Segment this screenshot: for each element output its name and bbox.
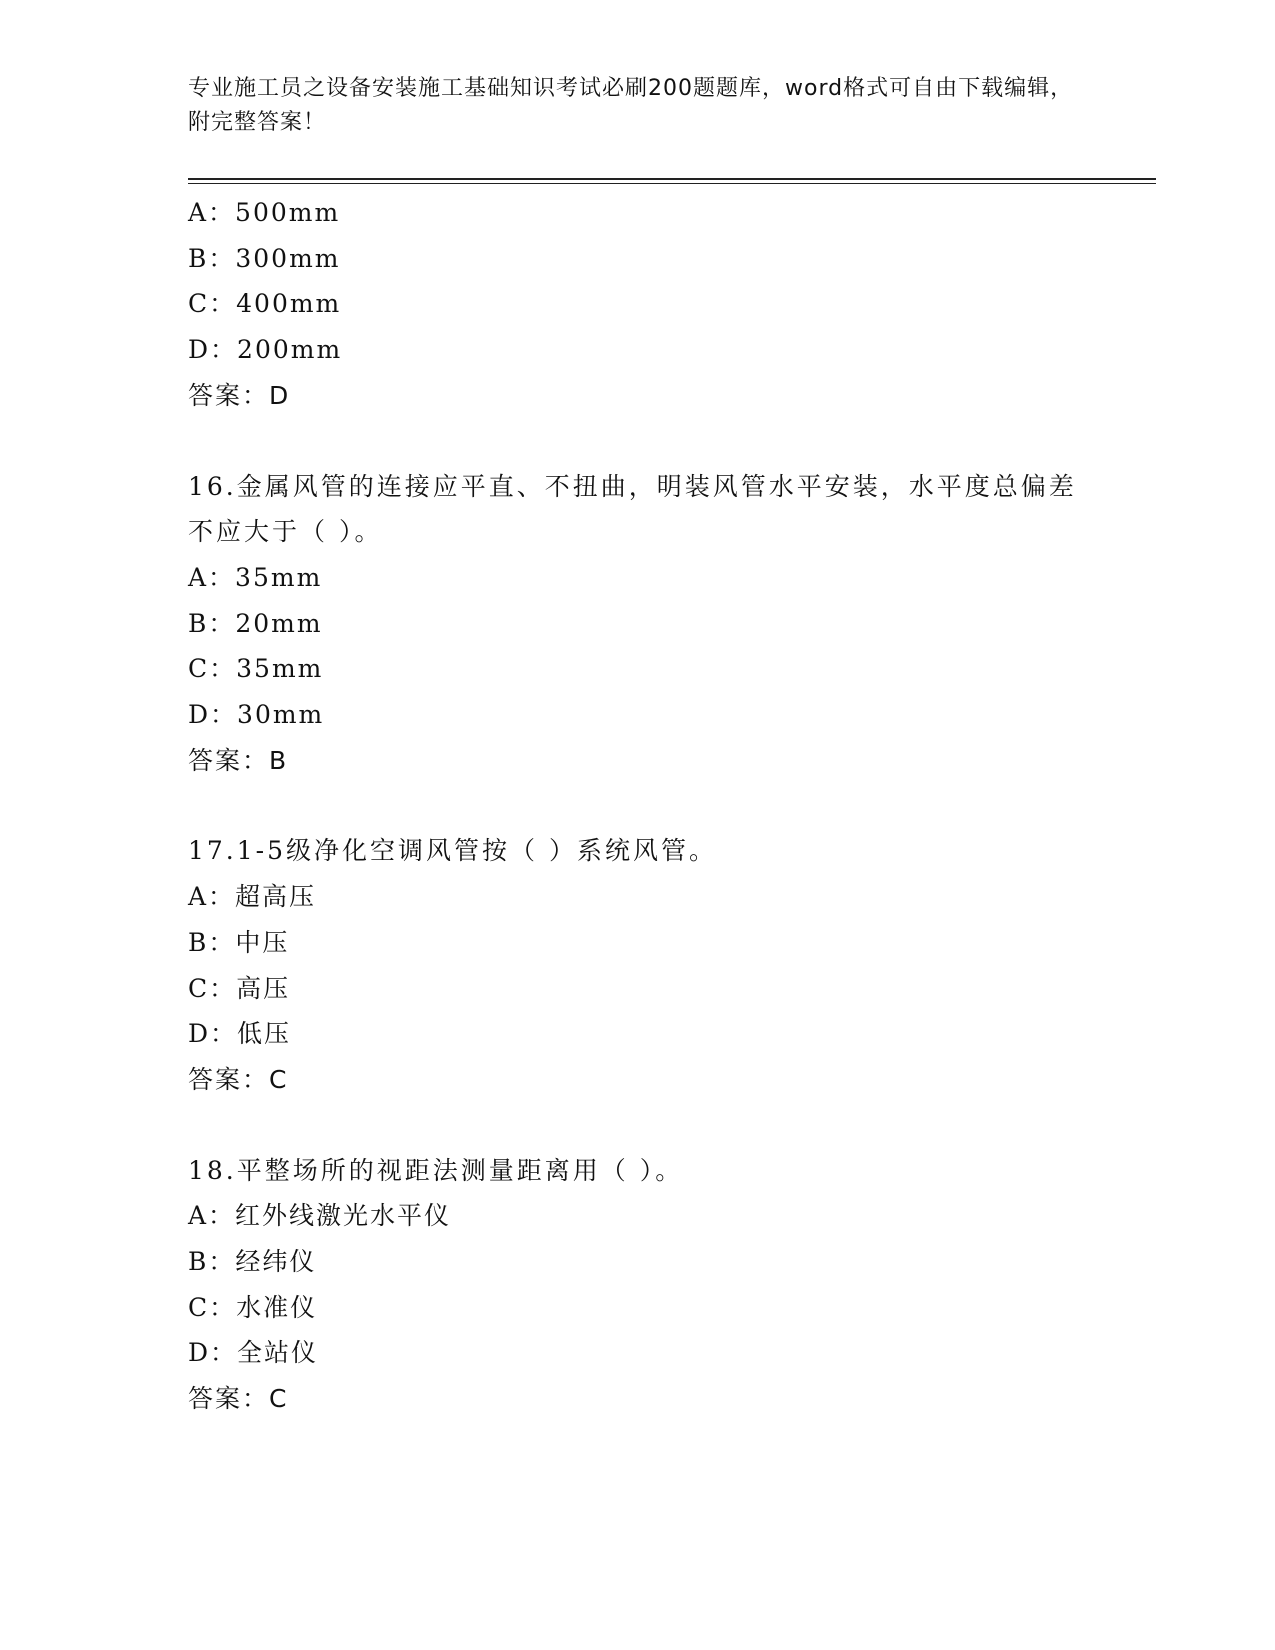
header-divider <box>188 178 1156 180</box>
answer-line: 答案：C <box>188 1384 289 1414</box>
option-a: A：超高压 <box>188 882 317 912</box>
answer-line: 答案：B <box>188 745 289 775</box>
option-c: C：400mm <box>188 289 342 319</box>
option-b: B：20mm <box>188 608 323 638</box>
option-a: A：500mm <box>188 198 341 227</box>
question-list <box>188 190 1088 1422</box>
option-a: A：红外线激光水平仪 <box>188 1201 452 1231</box>
option-d: D：30mm <box>188 700 325 730</box>
question-17 <box>188 828 1088 1102</box>
question-text: 16.金属风管的连接应平直、不扭曲，明装风管水平安装，水平度总偏差不应大于（ ）。 <box>188 471 1077 547</box>
answer-line: 答案：C <box>188 1064 289 1094</box>
option-b: B：300mm <box>188 243 341 273</box>
question-16 <box>188 464 1088 784</box>
answer-line: 答案：D <box>188 380 291 410</box>
option-b: B：中压 <box>188 927 290 957</box>
document-header: 专业施工员之设备安装施工基础知识考试必刷200题题库，word格式可自由下载编辑，附完整答案！ <box>188 76 1074 135</box>
option-d: D：全站仪 <box>188 1338 319 1368</box>
option-d: D：200mm <box>188 335 343 365</box>
option-c: C：水准仪 <box>188 1292 318 1322</box>
option-a: A：35mm <box>188 562 323 592</box>
question-text: 18.平整场所的视距法测量距离用（ ）。 <box>188 1155 684 1185</box>
option-c: C：高压 <box>188 973 291 1003</box>
question-text: 17.1-5级净化空调风管按（ ）系统风管。 <box>188 836 717 866</box>
continued-question <box>188 190 1088 419</box>
option-d: D：低压 <box>188 1019 292 1049</box>
option-c: C：35mm <box>188 654 324 684</box>
option-b: B：经纬仪 <box>188 1247 317 1277</box>
header-divider-thin <box>188 183 1156 184</box>
question-18 <box>188 1148 1088 1422</box>
